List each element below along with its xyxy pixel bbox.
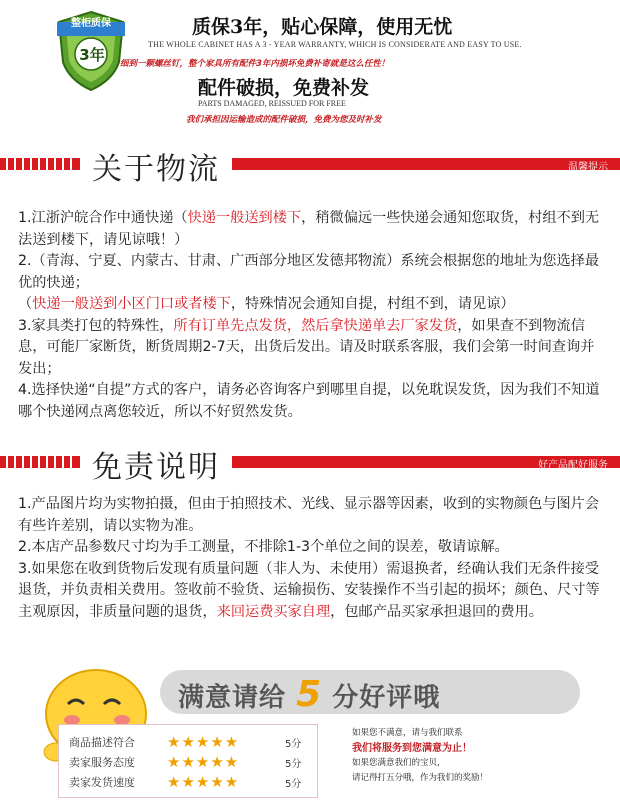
warranty-note: 细到一颗螺丝钉，整个家具所有配件3年内损坏免费补寄就是这么任性！ (120, 59, 390, 69)
parts-title-en: PARTS DAMAGED, REISSUED FOR FREE (198, 99, 346, 108)
disclaimer-body (18, 494, 608, 623)
rating-row: 卖家发货速度 ★★★★★ 5分 (69, 773, 302, 791)
section-tag-logistics: 温馨提示 (568, 162, 608, 173)
rating-row: 商品描述符合 ★★★★★ 5分 (69, 733, 302, 751)
star-icons: ★★★★★ (167, 773, 240, 791)
logistics-item-2: 2.（青海、宁夏、内蒙古、甘肃、广西部分地区发德邦物流）系统会根据您的地址为您选择最优的快递； (18, 253, 600, 291)
parts-title: 配件破损，免费补发 (198, 77, 370, 99)
star-icons: ★★★★★ (167, 753, 240, 771)
logistics-item-1: 1.江浙沪皖合作中通快递（快递一般送到楼下，稍微偏远一些快递会通知您取货，村组不到无法送到楼下，请见谅哦！） (18, 210, 600, 248)
section-tag-disclaimer: 好产品配好服务 (538, 460, 608, 471)
parts-note: 我们承担因运输造成的配件破损，免费为您及时补发 (186, 115, 382, 125)
warranty-badge-years: 3年 (79, 46, 105, 64)
logistics-item-3: 3.家具类打包的特殊性，所有订单先点发货，然后拿快递单去厂家发货，如果查不到物流信息，可能厂家断货，断货周期2-7天，出货后发出。请及时联系客服，我们会第一时间查询并发出； (18, 317, 595, 377)
disclaimer-item-1: 1.产品图片均为实物拍摄，但由于拍照技术、光线、显示器等因素，收到的实物颜色与图片会有些许差别，请以实物为准。 (18, 496, 600, 534)
rating-box (58, 724, 318, 798)
disclaimer-item-3: 3.如果您在收到货物后发现有质量问题（非人为、未使用）需退换者，经确认我们无条件接受退货，并负责相关费用。签收前不验货、运输损伤、安装操作不当引起的损坏；颜色、尺寸等主观原因，非质量问题的退货，来回运费买家自理，包邮产品买家承担退回的费用。 (18, 560, 600, 620)
section-title-disclaimer: 免责说明 (80, 442, 232, 486)
warranty-title-en: THE WHOLE CABINET HAS A 3 - YEAR WARRANTY, WHICH IS CONSIDERATE AND EASY TO USE. (148, 40, 522, 49)
disclaimer-item-2: 2.本店产品参数尺寸均为手工测量，不排除1-3个单位之间的误差，敬请谅解。 (18, 539, 509, 555)
rating-promise: 如果您不满意，请与我们联系 我们将服务到您满意为止！ 如果您满意我们的宝贝， 请记得打五分哦，作为我们的奖励！ (352, 728, 489, 783)
warranty-badge-label: 整柜质保 (71, 18, 111, 29)
header-stripes (0, 158, 76, 170)
logistics-item-4: 4.选择快递“自提”方式的客户，请务必咨询客户到哪里自提，以免耽误发货，因为我们不知道哪个快递网点离您较近，所以不好贸然发货。 (18, 382, 600, 420)
logistics-item-2-detail: （快递一般送到小区门口或者楼下，特殊情况会通知自提，村组不到，请见谅） (18, 296, 515, 312)
header-stripes (0, 456, 76, 468)
warranty-title: 质保3年，贴心保障，使用无忧 (192, 16, 453, 38)
rating-row: 卖家服务态度 ★★★★★ 5分 (69, 753, 302, 771)
section-title-logistics: 关于物流 (80, 144, 232, 188)
star-icons: ★★★★★ (167, 733, 240, 751)
rating-banner-text: 满意请给 5 分好评哦 (178, 674, 441, 715)
logistics-body (18, 208, 608, 423)
